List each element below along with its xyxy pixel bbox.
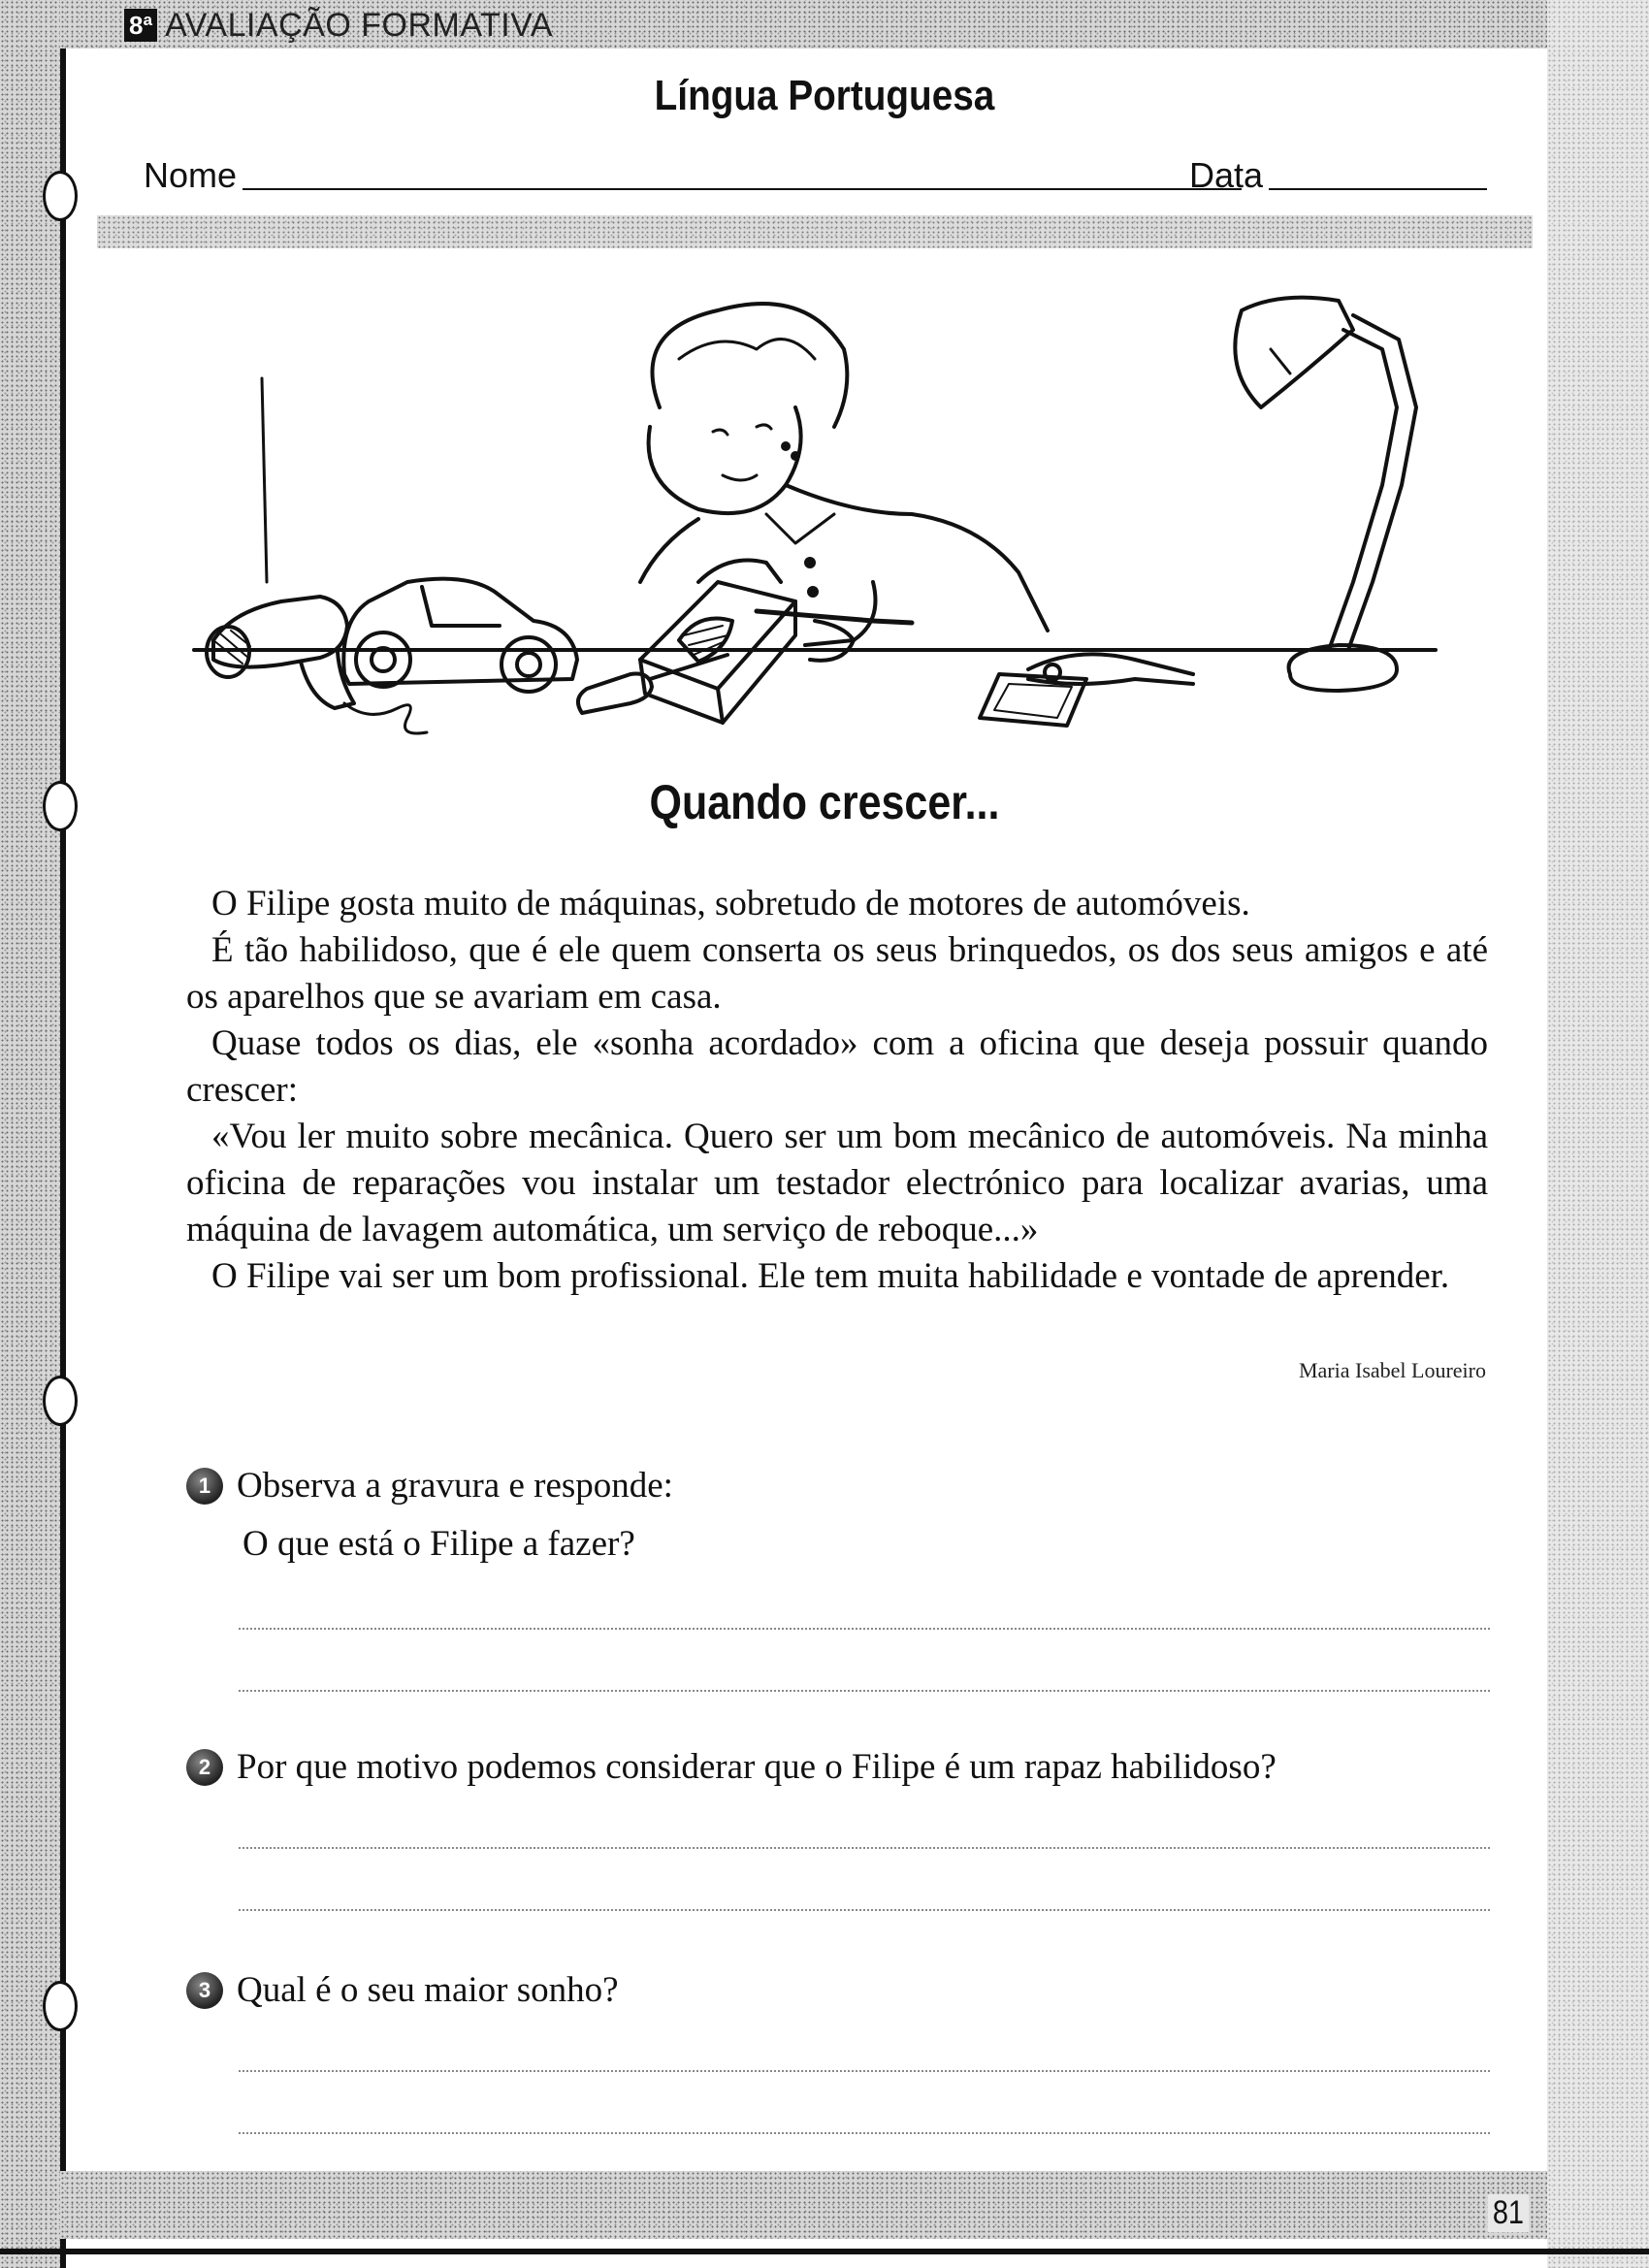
question-text: Observa a gravura e responde: (237, 1466, 673, 1506)
question-2 (186, 1746, 1277, 1788)
author-credit: Maria Isabel Loureiro (1298, 1358, 1486, 1382)
subject-title: Língua Portuguesa (654, 72, 995, 119)
name-label: Nome (144, 155, 238, 195)
story-paragraph: É tão habilidoso, que é ele quem conserta os seus brinquedos, os dos seus amigos e até os aparelhos que se avariam em casa. (186, 930, 1488, 1017)
question-1 (186, 1465, 673, 1507)
question-number-badge: 3 (186, 1972, 223, 2009)
answer-line[interactable] (239, 1628, 1490, 1630)
answer-line[interactable] (239, 1690, 1490, 1692)
page-number: 81 (1488, 2194, 1529, 2232)
bottom-rule (0, 2249, 1649, 2254)
answer-line[interactable] (239, 2070, 1490, 2072)
desk-lamp-icon (1235, 298, 1416, 691)
question-1-sub: O que está o Filipe a fazer? (242, 1524, 635, 1564)
question-number-badge: 2 (186, 1749, 223, 1786)
name-line[interactable] (242, 188, 1242, 190)
binder-hole (43, 1981, 78, 2031)
pliers-icon (1028, 654, 1193, 684)
repair-box-icon (640, 561, 795, 724)
story-title: Quando crescer... (649, 775, 1000, 829)
date-label: Data (1189, 155, 1264, 195)
date-line[interactable] (1269, 188, 1487, 190)
story-paragraph: «Vou ler muito sobre mecânica. Quero ser um bom mecânico de automóveis. Na minha oficina de reparações vou instalar um testador electrónico para localizar avarias, uma máquina de lavagem automática, um serviço de reboque...» (186, 1117, 1488, 1249)
header-divider-band (97, 215, 1533, 248)
question-text: Por que motivo podemos considerar que o Filipe é um rapaz habilidoso? (237, 1747, 1277, 1787)
binder-hole (43, 171, 78, 221)
section-header (124, 6, 553, 45)
binder-hole (43, 781, 78, 831)
question-number-badge: 1 (186, 1468, 223, 1505)
boy-figure (640, 304, 1048, 661)
toy-car-icon (262, 378, 577, 692)
right-margin-texture (1547, 0, 1649, 2268)
answer-line[interactable] (239, 1909, 1490, 1911)
name-field[interactable] (144, 155, 1242, 196)
footer-band (60, 2171, 1547, 2239)
section-title: AVALIAÇÃO FORMATIVA (165, 6, 554, 44)
question-3 (186, 1969, 619, 2011)
boy-repairing-illustration (175, 291, 1513, 747)
story-text (186, 881, 1488, 1300)
answer-line[interactable] (239, 1847, 1490, 1849)
date-field[interactable] (1189, 155, 1487, 196)
left-binding-strip (0, 0, 66, 2268)
answer-line[interactable] (239, 2132, 1490, 2134)
grade-badge: 8ª (124, 9, 157, 42)
story-paragraph: O Filipe gosta muito de máquinas, sobretudo de motores de automóveis. (211, 884, 1250, 923)
story-paragraph: Quase todos os dias, ele «sonha acordado» com a oficina que deseja possuir quando crescer: (186, 1023, 1488, 1110)
story-paragraph: O Filipe vai ser um bom profissional. Ele tem muita habilidade e vontade de aprender. (211, 1256, 1450, 1296)
binder-hole (43, 1376, 78, 1426)
question-text: Qual é o seu maior sonho? (237, 1970, 619, 2010)
